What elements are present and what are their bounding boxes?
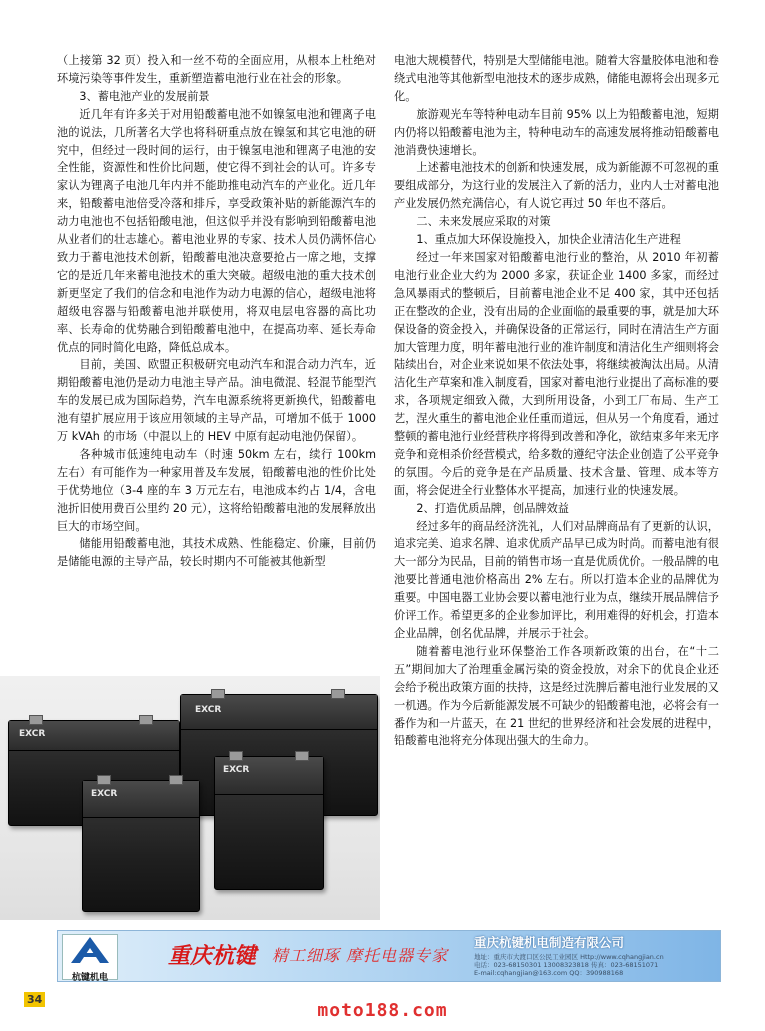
paragraph: 随着蓄电池行业环保整治工作各项新政策的出台，在“十二五”期间加大了治理重金属污染的资金投放，对余下的优良企业还会给予税出政策方面的扶持，这是经过洗脾后蓄电池行业发展的又一机遇。作为今后新能源发展不可缺少的铅酸蓄电池，必将会有一番作为和一片蓝天，在 21 世纪的世界经济和社会发展的进程中，铅酸蓄电池将充分体现出强大的生命力。 (394, 644, 719, 748)
advertisement-banner[interactable] (57, 930, 721, 982)
paragraph: 经过一年来国家对铅酸蓄电池行业的整治，从 2010 年初蓄电池行业企业大约为 2000 多家，获证企业 1400 多家，而经过急风暴雨式的整顿后，目前蓄电池企业不足 400 家，其中还包括正在整改的企业，没有出局的企业面临的最重要的事，就是加大环保设备的资金投入，并确保设备的正常运行，同时在清洁生产方面加大管理力度，明年蓄电池行业的准许制度和清洁化生产细则将会陆续出台，对企业来说如果不依法处事，将继续被淘汰出局。从清洁化生产草案和准入制度看，国家对蓄电池行业提出了高标准的要求，各项规定细致入微，大到所用设备，小到工厂布局、生产工艺，涅火重生的蓄电池企业任重而道远，但从另一个角度看，通过整顿的蓄电池行业经营秩序将得到改善和净化，欲结束多年来无序竞争和竞相杀价经营模式，给多数的遵纪守法企业创造了公平竞争的氛围。今后的竞争是在产品质量、技术含量、管理、成本等方面，将会促进全行业整体水平提高，加速行业的快速发展。 (394, 250, 719, 497)
battery-label: EXCR (91, 789, 118, 799)
battery-image (82, 780, 200, 912)
logo-mark-icon (63, 935, 117, 965)
paragraph: 旅游观光车等特种电动车目前 95% 以上为铅酸蓄电池，短期内仍将以铅酸蓄电池为主，特种电动车的高速发展将推动铅酸蓄电池消费快速增长。 (394, 107, 719, 157)
battery-image (214, 756, 324, 890)
section-heading: 2、打造优质品牌，创品牌效益 (416, 501, 569, 515)
paragraph: 各种城市低速纯电动车（时速 50km 左右，续行 100km 左右）有可能作为一种家用普及车发展，铅酸蓄电池的性价比处于优势地位（3-4 座的车 3 万元左右，电池成本约占 1/4，含电池折旧使用费百公里约 20 元），这将给铅酸蓄电池的发展释放出巨大的市场空间。 (57, 447, 376, 533)
battery-label: EXCR (19, 729, 46, 739)
brand-name: 重庆杭键 (168, 943, 257, 969)
paragraph: 上述蓄电池技术的创新和快速发展，成为新能源不可忽视的重要组成部分，为这行业的发展注入了新的活力，业内人士对蓄电池产业发展仍然充满信心，有人说它再过 50 年也不落后。 (394, 161, 719, 211)
paragraph: 经过多年的商品经济洗礼，人们对品牌商品有了更新的认识，追求完美、追求名牌、追求优质产品早已成为时尚。而蓄电池有很大一部分为民品，目前的销售市场一直是优质优价。一般品牌的电池要比普通电池价格高出 2% 左右。所以打造本企业的品牌优为重要。中国电器工业协会要以蓄电池行业为点，继续开展品牌信予价评工作。希望更多的企业参加评比，利用难得的好机会，打造本企业品牌，创名优品牌，并展示于社会。 (394, 519, 719, 640)
section-heading: 1、重点加大环保设施投入，加快企业清洁化生产进程 (416, 233, 681, 247)
section-heading: 二、未来发展应采取的对策 (416, 215, 551, 229)
company-phone: 电话：023-68150301 13008323818 传真：023-68151071 (474, 961, 659, 969)
logo-text: 杭键机电 (71, 973, 108, 983)
site-watermark[interactable]: moto188.com (317, 1000, 448, 1021)
company-email: E-mail:cqhangjian@163.com QQ：390988168 (474, 969, 624, 977)
battery-label: EXCR (223, 765, 250, 775)
company-name: 重庆杭键机电制造有限公司 (474, 935, 625, 950)
page-number: 34 (24, 992, 45, 1007)
section-heading: 3、蓄电池产业的发展前景 (79, 89, 210, 103)
left-text-column (57, 52, 376, 571)
paragraph: 储能用铅酸蓄电池，其技术成熟、性能稳定、价廉，目前仍是储能电源的主导产品，较长时期内不可能被其他新型 (57, 537, 376, 569)
brand-slogan: 精工细琢 摩托电器专家 (272, 946, 449, 965)
company-address: 地址：重庆市大渡口区公民工业园区 Http://www.cqhangjian.cn (474, 953, 664, 961)
paragraph: 近几年有许多关于对用铅酸蓄电池不如镍氢电池和锂离子电池的说法，几所著名大学也将科研重点放在镍氢和其它电池的研究中，但经过一段时间的运行，由于镍氢电池和锂离子电池的安全性能，资源性和性价比问题，使它得不到社会的认可。许多专家认为锂离子电池几年内并不能助推电动汽车的产业化。近几年来，铅酸蓄电池倍受冷落和排斥，享受政策补贴的新能源汽车的动力电池也不包括铅酸电池，但这似乎并没有影响到铅酸蓄电池从业者们的壮志雄心。蓄电池业界的专家、技术人员仍满怀信心致力于蓄电池技术创新，铅酸蓄电池决意要抢占一席之地，支撑它的是近几年来蓄电池技术的重大突破。超级电池的重大技术创新更坚定了我们的信念和电池作为动力电源的信心，超级电池将超级电容器与铅酸蓄电池并联使用，将双电层电容器的高比功率、长寿命的优势融合到铅酸蓄电池中，在提高功率、延长寿命优点的同时简化电路，降低总成本。 (57, 107, 376, 354)
right-text-column (394, 52, 719, 750)
battery-photo (0, 676, 380, 920)
paragraph: 电池大规模替代，特别是大型储能电池。随着大容量胶体电池和卷绕式电池等其他新型电池技术的逐步成熟，储能电源将会出现多元化。 (394, 54, 719, 103)
battery-label: EXCR (195, 705, 222, 715)
company-logo (62, 934, 118, 983)
paragraph: 目前，美国、欧盟正积极研究电动汽车和混合动力汽车，近期铅酸蓄电池仍是动力电池主导产品。油电微混、轻混节能型汽车的发展已成为国际趋势，汽车电源系统将更新换代，铅酸蓄电池有望扩展应用于该应用领域的主导产品，可增加不低于 1000 万 kVAh 的市场（中混以上的 HEV 中原有起动电池仍保留）。 (57, 358, 376, 444)
paragraph: （上接第 32 页）投入和一丝不苟的全面应用，从根本上杜绝对环境污染等事件发生，重新塑造蓄电池行业在社会的形象。 (57, 54, 376, 85)
